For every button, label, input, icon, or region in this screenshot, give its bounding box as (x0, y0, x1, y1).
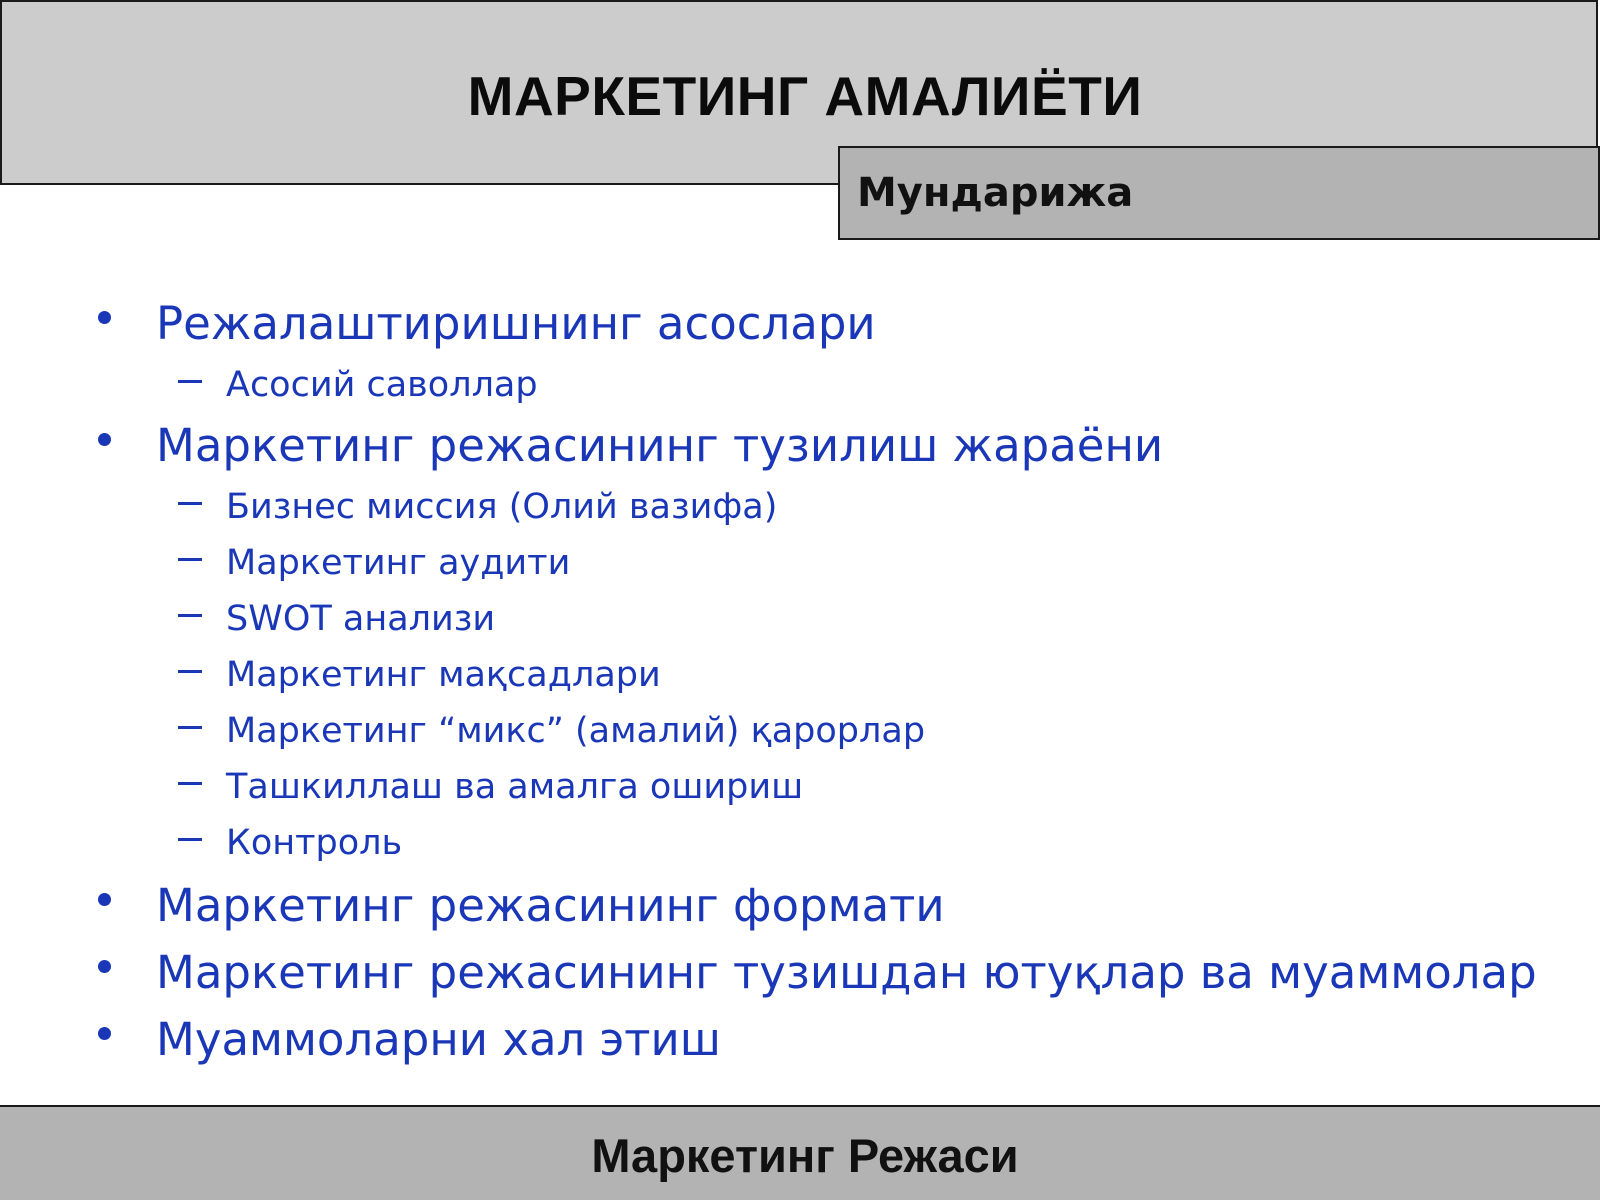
outline-subitem: Контроль (226, 823, 403, 863)
dash-icon (178, 614, 202, 617)
outline-item: Муаммоларни хал этиш (156, 1013, 721, 1066)
dash-icon (178, 502, 202, 505)
dash-icon (178, 380, 202, 383)
bullet-icon (98, 893, 111, 906)
bullet-icon (98, 1027, 111, 1040)
bullet-icon (98, 311, 111, 324)
outline-item: Маркетинг режасининг тузишдан ютуқлар ва муаммолар (156, 946, 1537, 999)
dash-icon (178, 838, 202, 841)
outline-subitem: Маркетинг “микс” (амалий) қарорлар (226, 711, 926, 751)
outline-subitem: Маркетинг мақсадлари (226, 655, 661, 695)
bullet-icon (98, 433, 111, 446)
outline-item: Маркетинг режасининг тузилиш жараёни (156, 419, 1164, 472)
footer-title: Маркетинг Режаси (591, 1129, 1019, 1182)
outline-item: Режалаштиришнинг асослари (156, 297, 876, 350)
outline-subitem: Ташкиллаш ва амалга ошириш (226, 767, 804, 807)
dash-icon (178, 782, 202, 785)
outline-subitem: Бизнес миссия (Олий вазифа) (226, 487, 778, 527)
dash-icon (178, 670, 202, 673)
footer-band (0, 1105, 1600, 1200)
subtitle-text: Мундарижа (857, 170, 1134, 216)
outline-subitem: SWOT анализи (226, 599, 496, 639)
outline-subitem: Маркетинг аудити (226, 543, 571, 583)
outline-item: Маркетинг режасининг формати (156, 879, 945, 932)
bullet-icon (98, 960, 111, 973)
outline-subitem: Асосий саволлар (226, 365, 538, 405)
dash-icon (178, 558, 202, 561)
slide-title: МАРКЕТИНГ АМАЛИЁТИ (467, 65, 1143, 127)
dash-icon (178, 726, 202, 729)
